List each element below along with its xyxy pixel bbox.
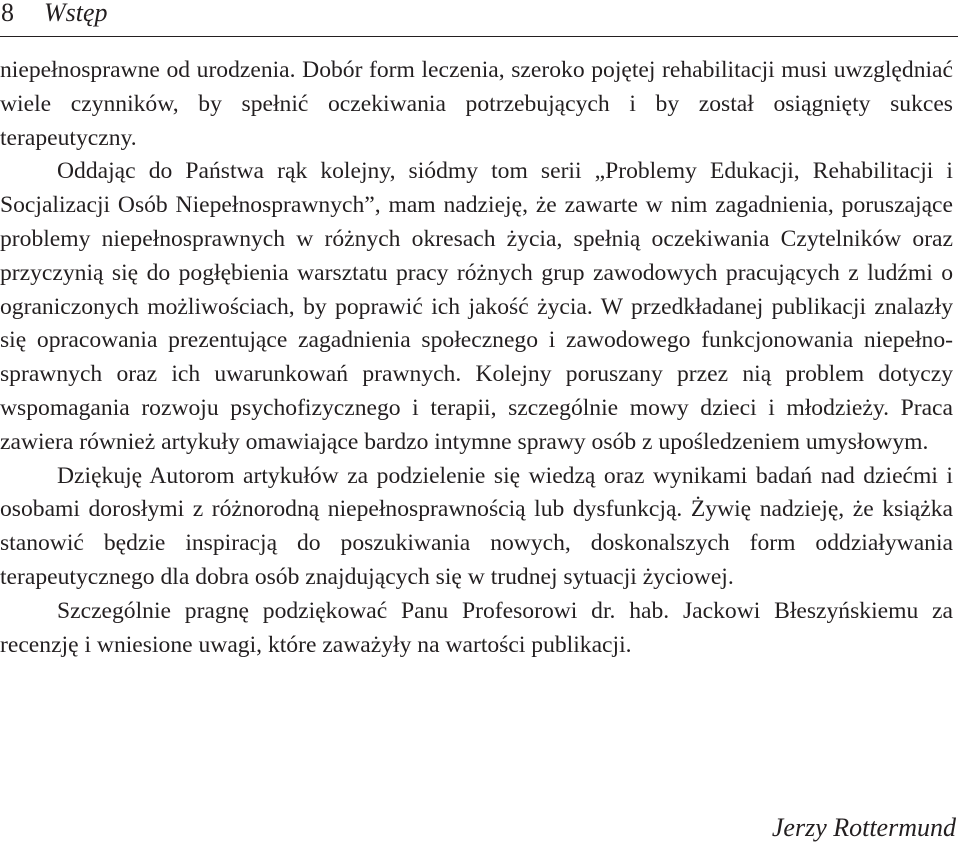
running-title: Wstęp bbox=[44, 0, 108, 27]
paragraph-continuation: niepełnosprawne od urodzenia. Dobór form leczenia, szeroko pojętej rehabilitacji musi uwzględniać wiele czynników, by spełnić oczekiwania potrzebujących i by został osiągnięty sukces terapeutyczny. bbox=[0, 57, 953, 151]
paragraph: Szczególnie pragnę podziękować Panu Profesorowi dr. hab. Jackowi Błeszyńskiemu za recenzję i wniesione uwagi, które zaważyły na wartości publikacji. bbox=[0, 597, 953, 658]
page-header bbox=[0, 0, 958, 37]
page-number: 8 bbox=[1, 0, 14, 27]
body-text bbox=[0, 54, 953, 662]
paragraph: Oddając do Państwa rąk kolejny, siódmy tom serii „Problemy Edukacji, Rehabilitacji i Socjalizacji Osób Niepełnosprawnych”, mam nadzieję, że zawarte w nim zagadnienia, poruszające problemy niepełnosprawnych w różnych okresach życia, spełnią oczekiwania Czytelników oraz przyczynią się do pogłębienia warsztatu pracy różnych grup zawodowych pracujących z ludźmi o ograniczonych możliwościach, by poprawić ich jakość życia. W przedkładanej publikacji znalazły się opracowania prezentujące zagadnienia społecznego i zawodowego funkcjonowania niepełnosprawnych oraz ich uwarunkowań prawnych. Kolejny poruszany przez nią problem dotyczy wspomagania rozwoju psychofizycznego i terapii, szczególnie mowy dzieci i młodzieży. Praca zawiera również artykuły omawiające bardzo intymne sprawy osób z upośledzeniem umysłowym. bbox=[0, 158, 953, 455]
author-signature: Jerzy Rottermund bbox=[771, 813, 956, 842]
paragraph: Dziękuję Autorom artykułów za podzielenie się wiedzą oraz wynikami badań nad dziećmi i osobami dorosłymi z różnorodną niepełnosprawnością lub dysfunkcją. Żywię nadzieję, że książka stanowić będzie inspiracją do poszukiwania nowych, doskonalszych form oddziaływania terapeutycznego dla dobra osób znajdujących się w trudnej sytuacji życiowej. bbox=[0, 462, 953, 590]
